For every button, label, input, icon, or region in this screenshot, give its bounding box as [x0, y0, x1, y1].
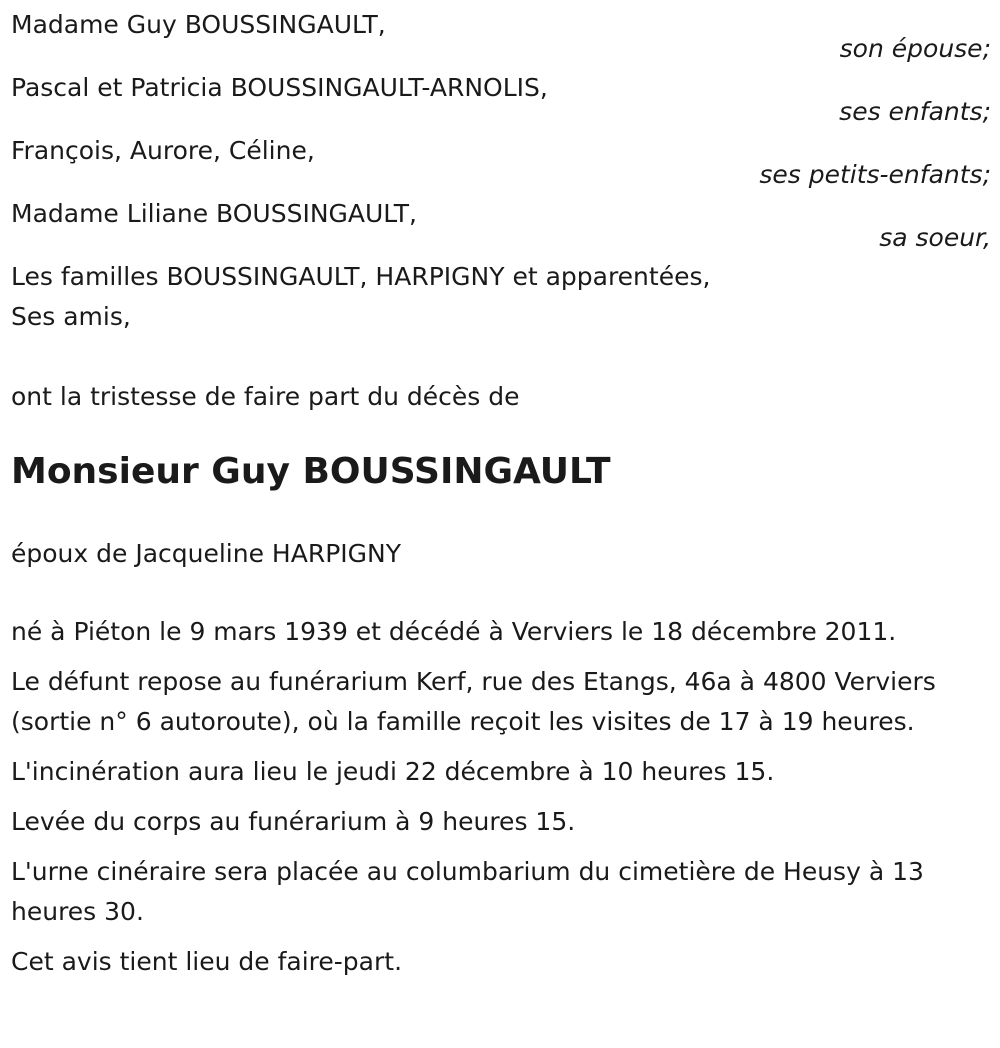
- family-member-name: François, Aurore, Céline,: [11, 136, 315, 165]
- family-relation: ses petits-enfants;: [759, 160, 991, 189]
- family-entry-spouse: [11, 2, 991, 65]
- birth-death-paragraph: né à Piéton le 9 mars 1939 et décédé à Verviers le 18 décembre 2011.: [11, 617, 897, 646]
- announcement-text: ont la tristesse de faire part du décès de: [11, 382, 520, 411]
- family-member-name: Madame Guy BOUSSINGAULT,: [11, 10, 386, 39]
- spacer: [11, 337, 991, 377]
- family-entry-grandchildren: [11, 128, 991, 191]
- spouse-line: époux de Jacqueline HARPIGNY: [11, 539, 401, 568]
- family-member-name: Pascal et Patricia BOUSSINGAULT-ARNOLIS,: [11, 73, 548, 102]
- body-removal-paragraph: Levée du corps au funérarium à 9 heures 15.: [11, 807, 576, 836]
- urn-placement-paragraph: L'urne cinéraire sera placée au columbarium du cimetière de Heusy à 13 heures 30.: [11, 857, 924, 926]
- details-section: [11, 612, 991, 982]
- family-member-name: Madame Liliane BOUSSINGAULT,: [11, 199, 417, 228]
- family-entry-children: [11, 65, 991, 128]
- notice-closing-paragraph: Cet avis tient lieu de faire-part.: [11, 947, 403, 976]
- deceased-name-heading: Monsieur Guy BOUSSINGAULT: [11, 451, 611, 492]
- cremation-paragraph: L'incinération aura lieu le jeudi 22 décembre à 10 heures 15.: [11, 757, 775, 786]
- family-relation: ses enfants;: [839, 97, 991, 126]
- funeral-home-paragraph: Le défunt repose au funérarium Kerf, rue des Etangs, 46a à 4800 Verviers (sortie n° 6 autoroute), où la famille reçoit les visites de 17 à 19 heures.: [11, 667, 936, 736]
- family-relation: son épouse;: [839, 34, 991, 63]
- family-relation: sa soeur,: [879, 223, 991, 252]
- other-families-line: Les familles BOUSSINGAULT, HARPIGNY et apparentées,: [11, 262, 711, 291]
- obituary-notice: [11, 2, 991, 992]
- friends-line: Ses amis,: [11, 302, 131, 331]
- family-entry-sister: [11, 191, 991, 254]
